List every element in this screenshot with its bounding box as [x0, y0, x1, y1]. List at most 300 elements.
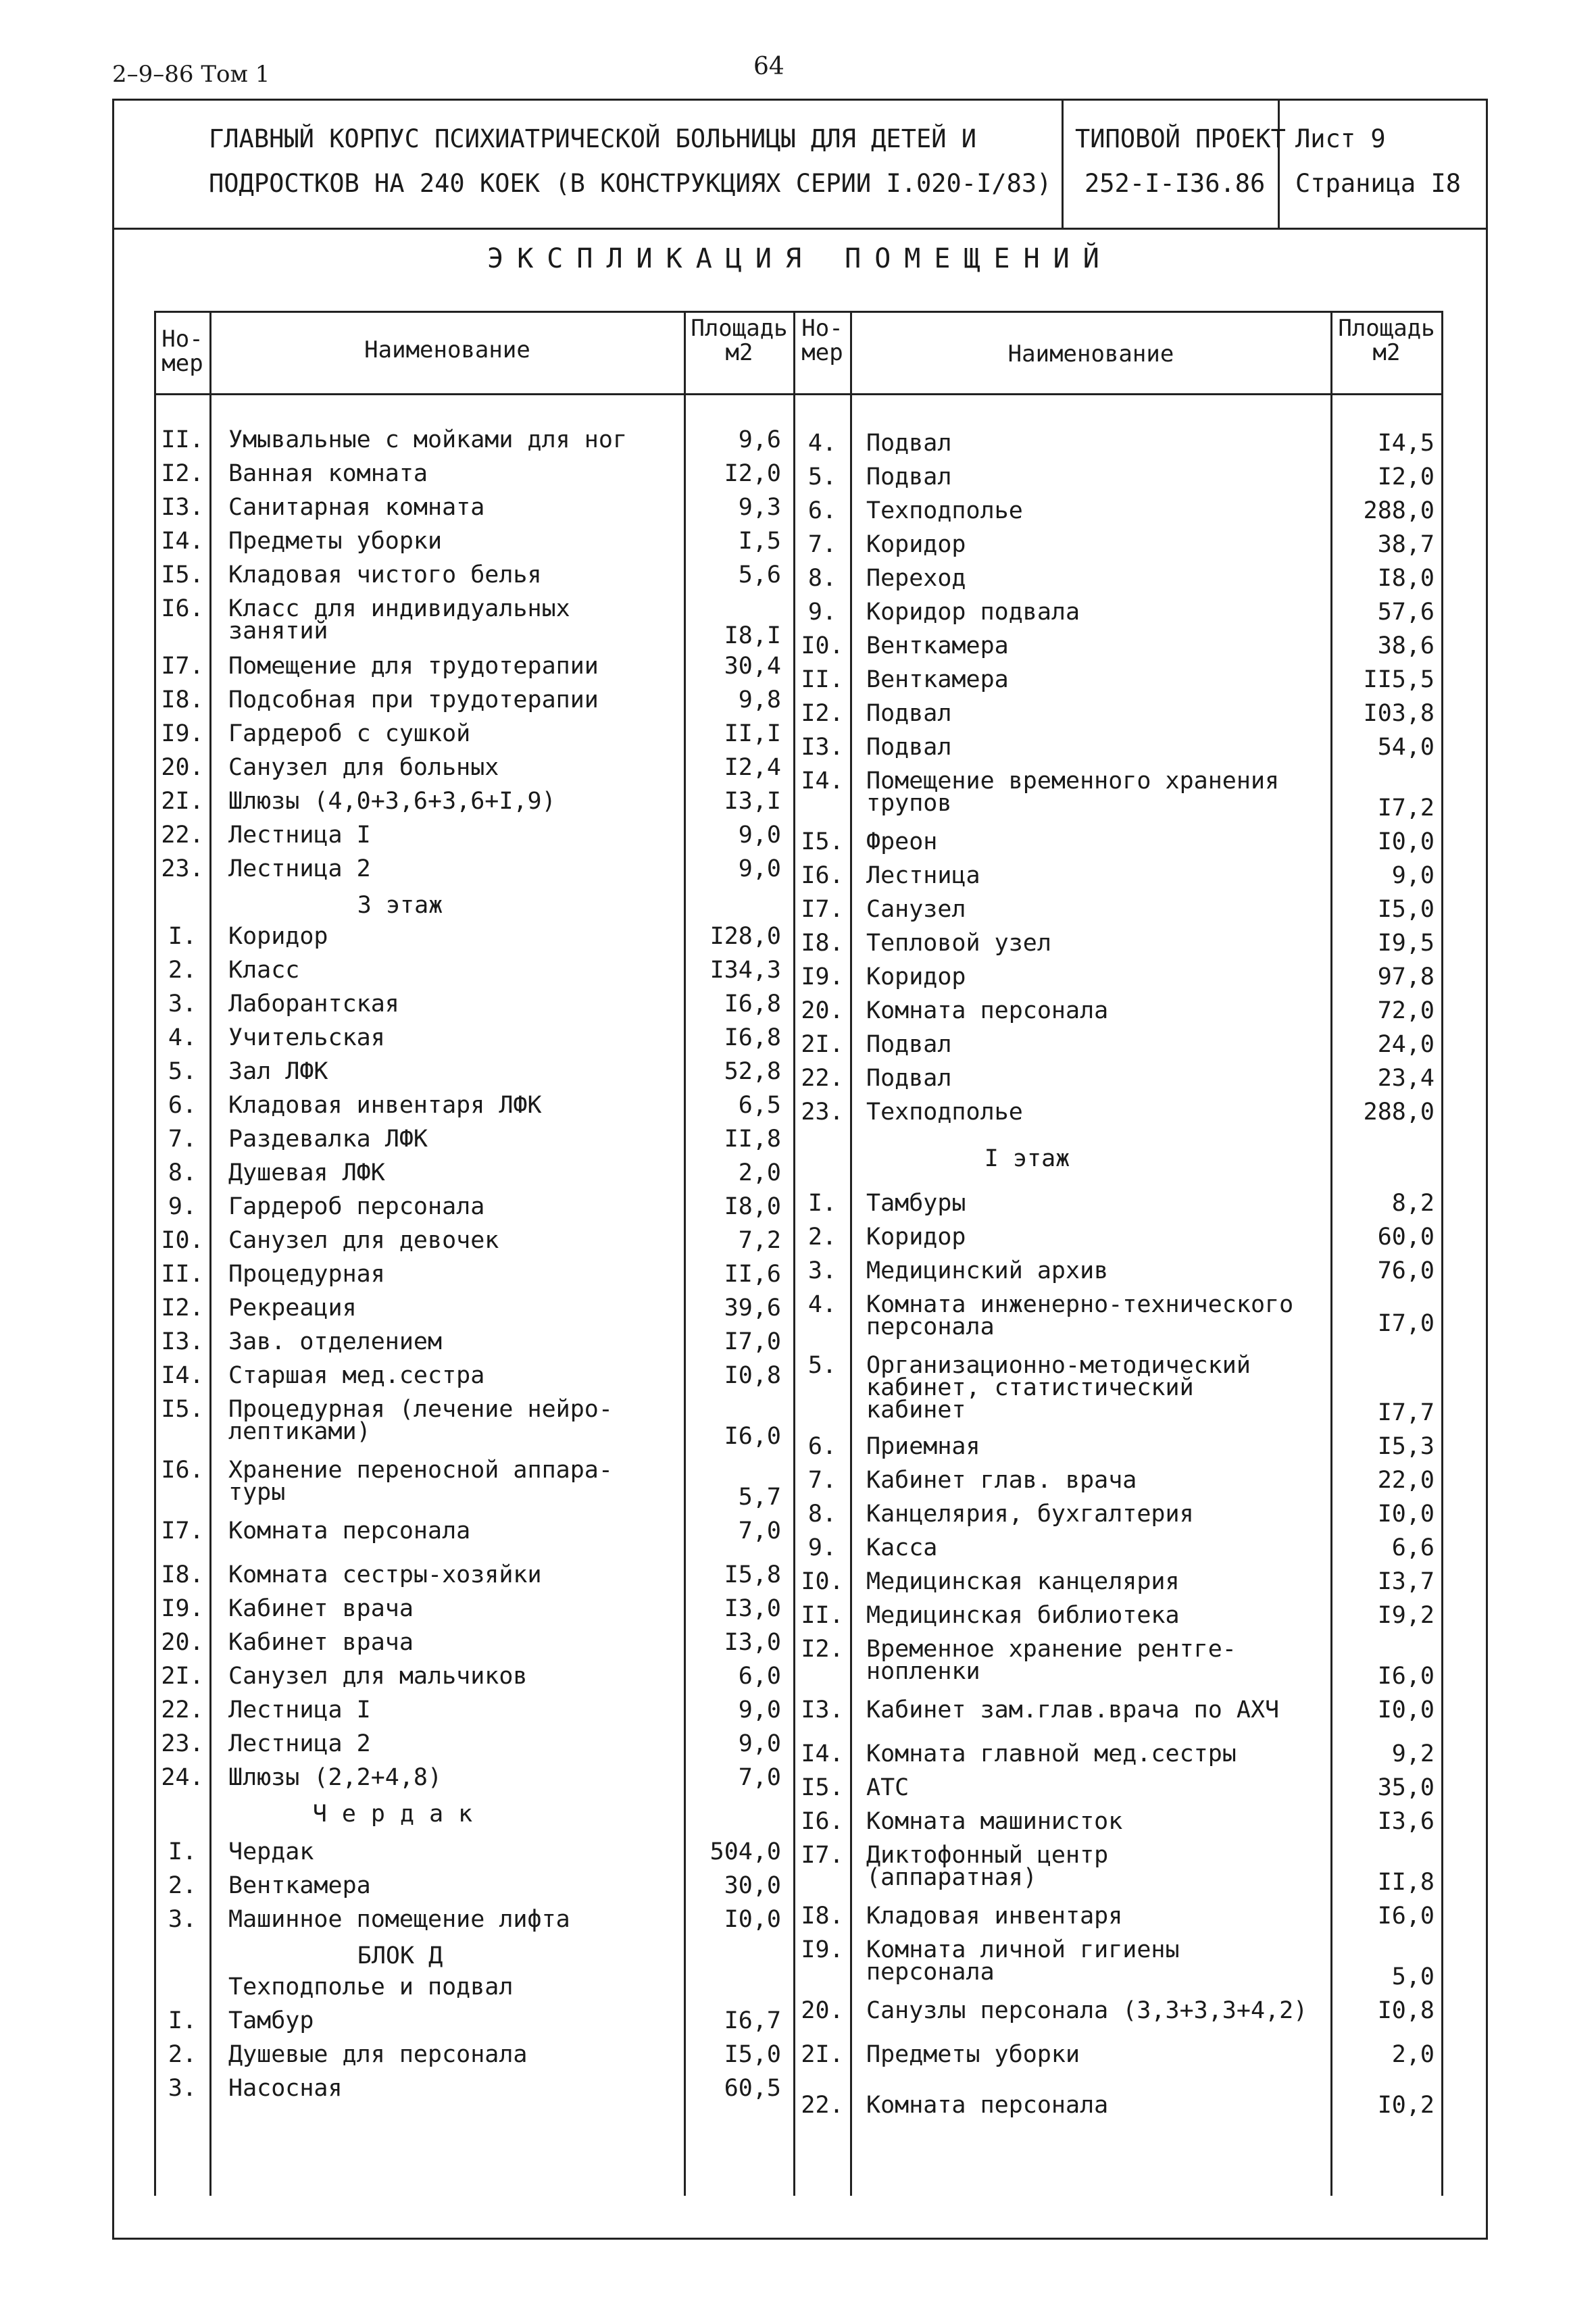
table-row: [154, 2041, 1443, 2071]
table-row: [154, 1905, 1443, 1932]
room-area: I28,0: [709, 923, 781, 950]
room-area: 38,6: [1377, 632, 1435, 659]
room-area: II,6: [724, 1261, 781, 1288]
room-number: 2.: [168, 1872, 197, 1899]
room-name: Хранение переносной аппара- туры: [228, 1457, 613, 1506]
room-name: Диктофонный центр (аппаратная): [866, 1842, 1109, 1891]
room-area: 288,0: [1363, 497, 1435, 524]
room-area: I6,0: [1377, 1663, 1435, 1690]
room-area: I0,0: [724, 1906, 781, 1933]
room-area: 57,6: [1377, 599, 1435, 626]
room-number: I6.: [801, 862, 844, 889]
room-area: 9,0: [738, 822, 781, 849]
table-row: [154, 1101, 1443, 1128]
room-area: I7,0: [1377, 1310, 1435, 1337]
table-row: [154, 997, 1443, 1027]
table-row: [154, 1257, 1443, 1287]
room-name: Кабинет врача: [228, 1629, 414, 1656]
table-row: [154, 736, 1443, 763]
room-number: I5.: [161, 1396, 204, 1423]
room-name: Комната персонала: [866, 997, 1109, 1024]
room-number: I.: [168, 1838, 197, 1865]
room-name: Умывальные с мойками для ног: [228, 426, 628, 453]
room-number: II.: [801, 1602, 844, 1629]
room-name: Венткамера: [866, 632, 1009, 659]
room-name: Организационно-методический кабинет, статистический кабинет: [866, 1352, 1251, 1424]
room-number: 4.: [807, 1291, 837, 1318]
room-number: 2I.: [161, 788, 204, 815]
room-area: 7,0: [738, 1517, 781, 1544]
room-area: 23,4: [1377, 1065, 1435, 1092]
table-row: [154, 1433, 1443, 1463]
room-number: I7.: [161, 653, 204, 680]
room-name: Медицинская библиотека: [866, 1602, 1180, 1629]
sheet-number: Лист 9: [1295, 124, 1386, 153]
frame-bottom-border: [112, 2238, 1488, 2240]
room-area: I7,7: [1377, 1399, 1435, 1426]
room-name: Санузлы персонала (3,3+3,3+4,2): [866, 1997, 1308, 2024]
table-row: [154, 1997, 1443, 2027]
room-number: 5.: [807, 1352, 837, 1379]
room-number: I8.: [801, 930, 844, 957]
room-number: 2.: [807, 1224, 837, 1251]
room-area: 6,6: [1391, 1534, 1435, 1561]
room-area: 60,5: [724, 2075, 781, 2102]
table-row: [154, 565, 1443, 595]
header-area-left: Площадь м2: [691, 315, 788, 366]
room-number: 22.: [801, 2092, 844, 2119]
room-number: 8.: [168, 1159, 197, 1186]
room-area: I9,2: [1377, 1602, 1435, 1629]
room-area: I0,8: [1377, 1997, 1435, 2024]
room-name: Касса: [866, 1534, 938, 1561]
room-area: 72,0: [1377, 997, 1435, 1024]
page-label: Страница I8: [1295, 169, 1462, 198]
room-area: I0,0: [1377, 828, 1435, 855]
room-area: 9,0: [738, 855, 781, 882]
room-name: Временное хранение рентге- нопленки: [866, 1636, 1237, 1685]
table-row: [154, 601, 1443, 628]
room-area: I,5: [738, 528, 781, 555]
room-number: I4.: [801, 768, 844, 795]
room-number: I3.: [801, 734, 844, 761]
room-name: Гардероб персонала: [228, 1193, 485, 1220]
room-name: Подвал: [866, 1031, 952, 1058]
room-name: Раздевалка ЛФК: [228, 1126, 428, 1153]
room-area: I0,0: [1377, 1501, 1435, 1528]
room-number: I6.: [161, 1457, 204, 1484]
room-name: Коридор: [228, 923, 328, 950]
room-name: Комната сестры-хозяйки: [228, 1561, 542, 1588]
room-name: Предметы уборки: [228, 528, 443, 555]
title-divider: [1278, 101, 1280, 228]
room-name: Техподполье: [866, 1099, 1023, 1126]
room-area: I7,0: [724, 1328, 781, 1355]
room-name: Лестница 2: [228, 855, 371, 882]
table-row: [154, 1602, 1443, 1632]
table-row: [154, 1128, 1443, 1155]
room-name: Ванная комната: [228, 460, 428, 487]
room-name: Предметы уборки: [866, 2041, 1080, 2068]
room-name: Приемная: [866, 1433, 980, 1460]
room-number: I4.: [801, 1740, 844, 1767]
room-area: 5,0: [1391, 1963, 1435, 1990]
room-number: 2.: [168, 2041, 197, 2068]
room-name: Кладовая инвентаря ЛФК: [228, 1092, 542, 1119]
room-number: 22.: [801, 1065, 844, 1092]
table-row: [154, 963, 1443, 993]
room-number: I5.: [161, 561, 204, 588]
room-number: I3.: [801, 1696, 844, 1724]
room-area: I7,2: [1377, 795, 1435, 822]
room-name: Санитарная комната: [228, 494, 485, 521]
room-area: 22,0: [1377, 1467, 1435, 1494]
table-row: [154, 432, 1443, 459]
room-number: 9.: [168, 1193, 197, 1220]
room-name: АТС: [866, 1774, 909, 1801]
room-number: 8.: [807, 1501, 837, 1528]
room-name: Комната личной гигиены персонала: [866, 1936, 1180, 1986]
room-number: I9.: [801, 1936, 844, 1963]
room-area: 30,4: [724, 653, 781, 680]
room-name: Зал ЛФК: [228, 1058, 328, 1085]
room-number: 23.: [161, 1730, 204, 1757]
table-row: [154, 862, 1443, 892]
section-heading: I этаж: [984, 1145, 1070, 1172]
room-name: Чердак: [228, 1838, 314, 1865]
room-number: 23.: [801, 1099, 844, 1126]
room-area: 6,5: [738, 1092, 781, 1119]
room-area: I3,7: [1377, 1568, 1435, 1595]
room-number: I4.: [161, 1362, 204, 1389]
table-row: [154, 1226, 1443, 1253]
frame-right-border: [1486, 230, 1488, 2240]
room-number: I9.: [161, 720, 204, 747]
room-area: II,8: [1377, 1869, 1435, 1896]
room-name: Подвал: [866, 734, 952, 761]
section-heading: 3 этаж: [357, 892, 443, 919]
room-area: I3,6: [1377, 1808, 1435, 1835]
room-name: Фреон: [866, 828, 938, 855]
room-name: Класс для индивидуальных занятий: [228, 595, 570, 645]
table-row: [154, 1469, 1443, 1496]
room-number: I3.: [161, 1328, 204, 1355]
table-row: [154, 1192, 1443, 1219]
room-name: Комната персонала: [228, 1517, 471, 1544]
room-name: Кладовая чистого белья: [228, 561, 542, 588]
title-block: [112, 99, 1488, 230]
room-area: 5,7: [738, 1484, 781, 1511]
room-number: 5.: [168, 1058, 197, 1085]
room-area: I0,8: [724, 1362, 781, 1389]
room-area: I8,I: [724, 622, 781, 649]
room-area: 97,8: [1377, 963, 1435, 990]
room-number: 22.: [161, 822, 204, 849]
project-number: 252-I-I36.86: [1084, 169, 1266, 198]
room-area: II5,5: [1363, 666, 1435, 693]
room-name: Подвал: [866, 1065, 952, 1092]
room-area: 76,0: [1377, 1257, 1435, 1284]
room-name: Коридор подвала: [866, 599, 1080, 626]
room-number: 9.: [807, 599, 837, 626]
room-name: Процедурная: [228, 1261, 385, 1288]
room-name: Коридор: [866, 1224, 966, 1251]
room-number: I6.: [801, 1808, 844, 1835]
room-area: I5,0: [724, 2041, 781, 2068]
room-name: Комната главной мед.сестры: [866, 1740, 1237, 1767]
room-name: Помещение для трудотерапии: [228, 653, 599, 680]
room-number: 8.: [807, 565, 837, 592]
room-area: 5,6: [738, 561, 781, 588]
header-area-right: Площадь м2: [1338, 315, 1435, 366]
room-number: 3.: [168, 1906, 197, 1933]
room-area: I2,0: [724, 460, 781, 487]
room-number: 7.: [807, 531, 837, 558]
table-row: [154, 1740, 1443, 1770]
room-number: I.: [168, 923, 197, 950]
room-area: 60,0: [1377, 1224, 1435, 1251]
table-row: [154, 1534, 1443, 1564]
header-name-left: Наименование: [364, 336, 530, 363]
room-name: Санузел для девочек: [228, 1227, 499, 1254]
table-row: [154, 1159, 1443, 1189]
room-name: Лестница 2: [228, 1730, 371, 1757]
room-area: 9,3: [738, 494, 781, 521]
room-number: 20.: [161, 1629, 204, 1656]
room-area: 2,0: [738, 1159, 781, 1186]
table-row: [154, 1503, 1443, 1530]
room-area: 2,0: [1391, 2041, 1435, 2068]
room-number: I9.: [801, 963, 844, 990]
table-row: [154, 531, 1443, 561]
room-number: I2.: [801, 700, 844, 727]
room-name: Зав. отделением: [228, 1328, 443, 1355]
table-row: [154, 932, 1443, 959]
room-number: 7.: [168, 1126, 197, 1153]
room-name: Гардероб с сушкой: [228, 720, 471, 747]
title-line-2: ПОДРОСТКОВ НА 240 КОЕК (В КОНСТРУКЦИЯХ СЕРИИ I.020-I/83): [209, 169, 1052, 198]
room-number: I7.: [801, 896, 844, 923]
room-area: 9,8: [738, 686, 781, 713]
project-label: ТИПОВОЙ ПРОЕКТ: [1075, 124, 1286, 153]
room-name: Лестница I: [228, 1696, 371, 1724]
room-number: I0.: [161, 1227, 204, 1254]
room-number: I6.: [161, 595, 204, 622]
room-name: Класс: [228, 957, 300, 984]
header-num-right: Но- мер: [801, 315, 843, 366]
room-number: I2.: [801, 1636, 844, 1663]
room-area: 52,8: [724, 1058, 781, 1085]
room-area: 24,0: [1377, 1031, 1435, 1058]
room-area: 8,2: [1391, 1190, 1435, 1217]
room-name: Кабинет зам.глав.врача по АХЧ: [866, 1696, 1280, 1724]
room-area: 9,0: [738, 1730, 781, 1757]
room-number: 5.: [807, 463, 837, 491]
room-name: Душевые для персонала: [228, 2041, 528, 2068]
room-number: 2I.: [161, 1663, 204, 1690]
room-name: Коридор: [866, 531, 966, 558]
frame-left-border: [112, 230, 114, 2240]
room-name: Комната машинисток: [866, 1808, 1123, 1835]
room-number: I7.: [161, 1517, 204, 1544]
title-divider: [1062, 101, 1064, 228]
room-area: I2,4: [724, 754, 781, 781]
room-name: Техподполье: [866, 497, 1023, 524]
room-name: Учительская: [228, 1024, 385, 1051]
room-name: Венткамера: [228, 1872, 371, 1899]
room-area: II,I: [724, 720, 781, 747]
room-area: 9,0: [738, 1696, 781, 1724]
room-area: I8,0: [1377, 565, 1435, 592]
page-number: 64: [753, 53, 784, 80]
room-name: Комната персонала: [866, 2092, 1109, 2119]
room-number: I7.: [801, 1842, 844, 1869]
room-number: 7.: [807, 1467, 837, 1494]
room-area: I6,8: [724, 990, 781, 1017]
room-number: I2.: [161, 460, 204, 487]
room-name: Шлюзы (4,0+3,6+3,6+I,9): [228, 788, 556, 815]
room-area: 9,2: [1391, 1740, 1435, 1767]
room-name: Комната инженерно-технического персонала: [866, 1291, 1294, 1340]
room-area: 35,0: [1377, 1774, 1435, 1801]
room-number: I5.: [801, 828, 844, 855]
room-number: 2.: [168, 957, 197, 984]
room-name: Тамбур: [228, 2007, 314, 2034]
room-number: I0.: [801, 632, 844, 659]
room-area: 30,0: [724, 1872, 781, 1899]
room-name: Подвал: [866, 700, 952, 727]
room-name: Подвал: [866, 430, 952, 457]
room-area: I3,0: [724, 1629, 781, 1656]
room-name: Лаборантская: [228, 990, 399, 1017]
table-row: [154, 1568, 1443, 1598]
room-number: 20.: [801, 997, 844, 1024]
table-row: [154, 828, 1443, 858]
room-number: 9.: [807, 1534, 837, 1561]
room-area: 7,2: [738, 1227, 781, 1254]
room-area: II,8: [724, 1126, 781, 1153]
room-name: Санузел для мальчиков: [228, 1663, 528, 1690]
room-area: I3,0: [724, 1595, 781, 1622]
room-name: Тамбуры: [866, 1190, 966, 1217]
room-number: 20.: [801, 1997, 844, 2024]
table-row: [154, 632, 1443, 662]
rooms-table: [154, 311, 1443, 2196]
room-area: 504,0: [709, 1838, 781, 1865]
room-area: 6,0: [738, 1663, 781, 1690]
room-number: I4.: [161, 528, 204, 555]
room-area: I0,2: [1377, 2092, 1435, 2119]
table-row: [154, 1291, 1443, 1340]
room-number: II.: [161, 1261, 204, 1288]
table-header-divider: [154, 393, 1443, 395]
room-area: 7,0: [738, 1764, 781, 1791]
room-number: I8.: [801, 1903, 844, 1930]
room-area: I6,8: [724, 1024, 781, 1051]
table-row: [154, 1665, 1443, 1692]
room-number: 3.: [168, 990, 197, 1017]
table-row: [154, 1067, 1443, 1095]
table-top-border: [154, 311, 1443, 313]
room-number: 24.: [161, 1764, 204, 1791]
room-name: Тепловой узел: [866, 930, 1051, 957]
room-name: Кладовая инвентаря: [866, 1903, 1123, 1930]
room-number: I8.: [161, 686, 204, 713]
room-number: 23.: [161, 855, 204, 882]
room-number: 6.: [807, 1433, 837, 1460]
room-area: 54,0: [1377, 734, 1435, 761]
table-row: [154, 1774, 1443, 1804]
room-name: Медицинская канцелярия: [866, 1568, 1180, 1595]
room-name: Санузел: [866, 896, 966, 923]
table-row: [154, 1872, 1443, 1902]
table-row: [154, 463, 1443, 493]
room-name: Рекреация: [228, 1294, 357, 1322]
room-name: Медицинский архив: [866, 1257, 1109, 1284]
room-name: Венткамера: [866, 666, 1009, 693]
room-area: I3,I: [724, 788, 781, 815]
room-name: Душевая ЛФК: [228, 1159, 385, 1186]
room-name: Машинное помещение лифта: [228, 1906, 570, 1933]
room-name: Старшая мед.сестра: [228, 1362, 485, 1389]
room-area: I34,3: [709, 957, 781, 984]
room-name: Помещение временного хранения трупов: [866, 768, 1280, 817]
room-number: I.: [168, 2007, 197, 2034]
room-number: II.: [801, 666, 844, 693]
table-row: [154, 497, 1443, 527]
room-area: I6,0: [724, 1423, 781, 1450]
room-name: Коридор: [866, 963, 966, 990]
room-area: I5,3: [1377, 1433, 1435, 1460]
room-name: Лестница I: [228, 822, 371, 849]
room-name: Насосная: [228, 2075, 343, 2102]
table-row: [154, 1031, 1443, 1061]
room-area: 9,6: [738, 426, 781, 453]
room-area: 38,7: [1377, 531, 1435, 558]
room-name: Кабинет врача: [228, 1595, 414, 1622]
room-name: Подвал: [866, 463, 952, 491]
subsection-label: Техподполье и подвал: [228, 1973, 514, 2001]
room-name: Санузел для больных: [228, 754, 499, 781]
room-number: 4.: [807, 430, 837, 457]
room-area: 39,6: [724, 1294, 781, 1322]
room-number: I2.: [161, 1294, 204, 1322]
room-number: 22.: [161, 1696, 204, 1724]
room-area: I6,0: [1377, 1903, 1435, 1930]
room-number: I5.: [801, 1774, 844, 1801]
room-number: 3.: [807, 1257, 837, 1284]
room-name: Переход: [866, 565, 966, 592]
section-heading: БЛОК Д: [357, 1942, 443, 1969]
room-name: Процедурная (лечение нейро- лептиками): [228, 1396, 613, 1445]
room-number: 2I.: [801, 2041, 844, 2068]
room-name: Подсобная при трудотерапии: [228, 686, 599, 713]
volume-reference: 2–9–86 Том 1: [112, 61, 270, 88]
table-row: [154, 1696, 1443, 1726]
header-name-right: Наименование: [1007, 341, 1174, 368]
room-area: I5,8: [724, 1561, 781, 1588]
room-number: 4.: [168, 1024, 197, 1051]
room-name: Кабинет глав. врача: [866, 1467, 1137, 1494]
section-heading: Чердак: [312, 1801, 488, 1828]
table-row: [154, 2094, 1443, 2121]
room-number: II.: [161, 426, 204, 453]
room-number: I3.: [161, 494, 204, 521]
room-number: I8.: [161, 1561, 204, 1588]
room-area: I8,0: [724, 1193, 781, 1220]
room-number: 2I.: [801, 1031, 844, 1058]
room-area: I0,0: [1377, 1696, 1435, 1724]
